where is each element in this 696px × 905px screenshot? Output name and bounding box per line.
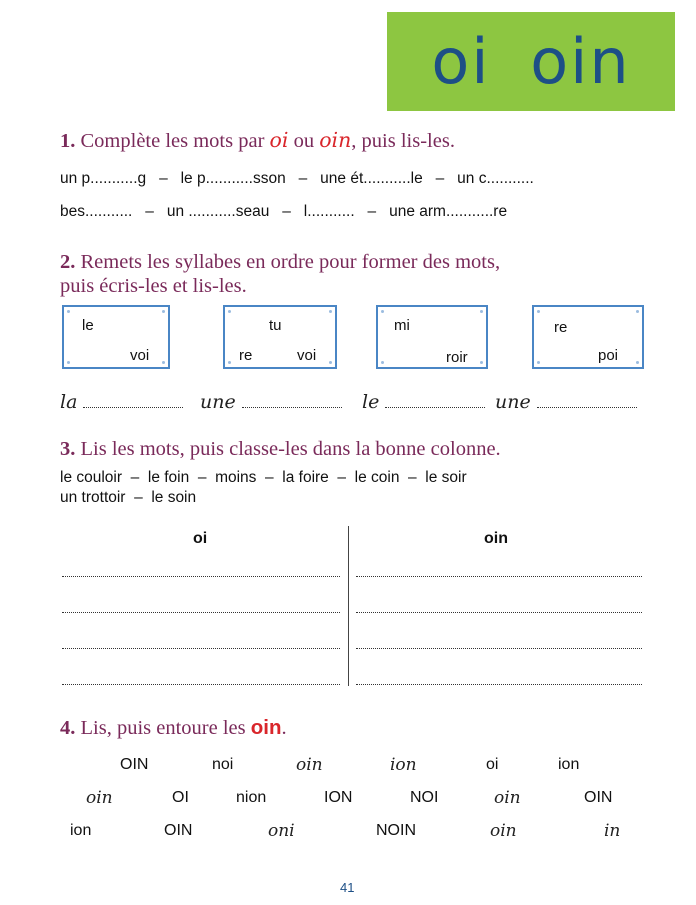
section4-text: Lis, puis entoure les <box>75 717 251 739</box>
writing-line-oin <box>356 684 642 685</box>
answer-article: la <box>60 391 78 413</box>
section2-line1: Remets les syllabes en ordre pour former des mots, <box>75 251 501 273</box>
syllable-top: le <box>82 317 94 334</box>
corner-dot <box>480 361 483 364</box>
corner-dot <box>67 361 70 364</box>
corner-dot <box>329 361 332 364</box>
column-header-oi: oi <box>193 530 208 547</box>
section3-words-row1: le couloir – le foin – moins – la foire – le coin – le soir <box>60 469 467 486</box>
syllable-top: re <box>554 319 568 336</box>
dotted-blank <box>83 397 183 408</box>
section1-row2: bes........... – un ...........seau – l........... – une arm...........re <box>60 203 508 220</box>
writing-line-oin <box>356 648 642 649</box>
word-item: OIN <box>584 789 613 806</box>
corner-dot <box>381 310 384 313</box>
syllable-box-2 <box>223 305 337 369</box>
section4-number: 4. <box>60 717 76 739</box>
syllable-box-3 <box>376 305 488 369</box>
writing-line-oin <box>356 576 642 577</box>
answer-article: le <box>362 391 380 413</box>
section1-text-mid: ou <box>288 130 320 152</box>
syllable-bottom-left: re <box>239 347 253 364</box>
section3-number: 3. <box>60 438 76 460</box>
syllable-top: tu <box>269 317 282 334</box>
word-item-cursive: oin <box>494 788 521 808</box>
word-item: OIN <box>164 822 193 839</box>
word-item-cursive: ion <box>390 755 417 775</box>
section1-number: 1. <box>60 130 76 152</box>
word-item: nion <box>236 789 267 806</box>
section4-heading <box>60 716 287 740</box>
word-item-cursive: oin <box>296 755 323 775</box>
section1-cursive-oi: oi <box>269 128 289 152</box>
writing-line-oi <box>62 648 340 649</box>
syllable-box-4 <box>532 305 644 369</box>
syllable-top: mi <box>394 317 410 334</box>
word-item-cursive: oin <box>490 821 517 841</box>
corner-dot <box>480 310 483 313</box>
answer-blank-4 <box>495 391 637 413</box>
writing-line-oi <box>62 684 340 685</box>
corner-dot <box>329 310 332 313</box>
answer-blank-1 <box>60 391 183 413</box>
section2-number: 2. <box>60 251 76 273</box>
word-item: noi <box>212 756 234 773</box>
answer-article: une <box>495 391 531 413</box>
syllable-bottom: voi <box>130 347 150 364</box>
corner-dot <box>381 361 384 364</box>
writing-line-oi <box>62 576 340 577</box>
answer-blank-2 <box>200 391 342 413</box>
answer-blank-3 <box>362 391 485 413</box>
corner-dot <box>636 310 639 313</box>
column-header-oin: oin <box>484 530 508 547</box>
writing-line-oi <box>62 612 340 613</box>
section1-cursive-oin: oin <box>319 128 352 152</box>
section3-heading <box>60 437 501 461</box>
section4-text-end: . <box>281 717 287 739</box>
syllable-bottom: voi <box>297 347 317 364</box>
dotted-blank <box>242 397 342 408</box>
word-item: NOIN <box>376 822 416 839</box>
word-item-cursive: oni <box>268 821 295 841</box>
dotted-blank <box>385 397 485 408</box>
writing-line-oin <box>356 612 642 613</box>
word-item: ION <box>324 789 353 806</box>
section4-highlight: oin <box>250 716 282 739</box>
word-item: ion <box>558 756 580 773</box>
section3-text: Lis les mots, puis classe-les dans la bonne colonne. <box>75 438 501 460</box>
word-item: oi <box>486 756 499 773</box>
word-item: ion <box>70 822 92 839</box>
dotted-blank <box>537 397 637 408</box>
word-item: NOI <box>410 789 439 806</box>
corner-dot <box>162 310 165 313</box>
corner-dot <box>228 310 231 313</box>
syllable-bottom: poi <box>598 347 619 364</box>
word-item-cursive: oin <box>86 788 113 808</box>
section1-heading <box>60 128 455 153</box>
page-title: oi oin <box>431 25 631 98</box>
section2-heading-line2: puis écris-les et lis-les. <box>60 275 247 297</box>
syllable-bottom: roir <box>446 349 468 366</box>
answer-article: une <box>200 391 236 413</box>
section3-words-row2: un trottoir – le soin <box>60 489 197 506</box>
section1-text-before: Complète les mots par <box>75 130 270 152</box>
section2-heading <box>60 250 500 274</box>
corner-dot <box>537 361 540 364</box>
page-number: 41 <box>340 880 355 895</box>
word-item-cursive: in <box>604 821 621 841</box>
corner-dot <box>67 310 70 313</box>
syllable-box-1 <box>62 305 170 369</box>
title-banner <box>387 12 675 111</box>
section1-row1: un p...........g – le p...........sson – une ét...........le – un c........... <box>60 170 534 187</box>
column-divider <box>348 526 349 686</box>
section1-text-after: , puis lis-les. <box>351 130 455 152</box>
corner-dot <box>162 361 165 364</box>
corner-dot <box>537 310 540 313</box>
corner-dot <box>636 361 639 364</box>
word-item: OIN <box>120 756 149 773</box>
corner-dot <box>228 361 231 364</box>
word-item: OI <box>172 789 189 806</box>
